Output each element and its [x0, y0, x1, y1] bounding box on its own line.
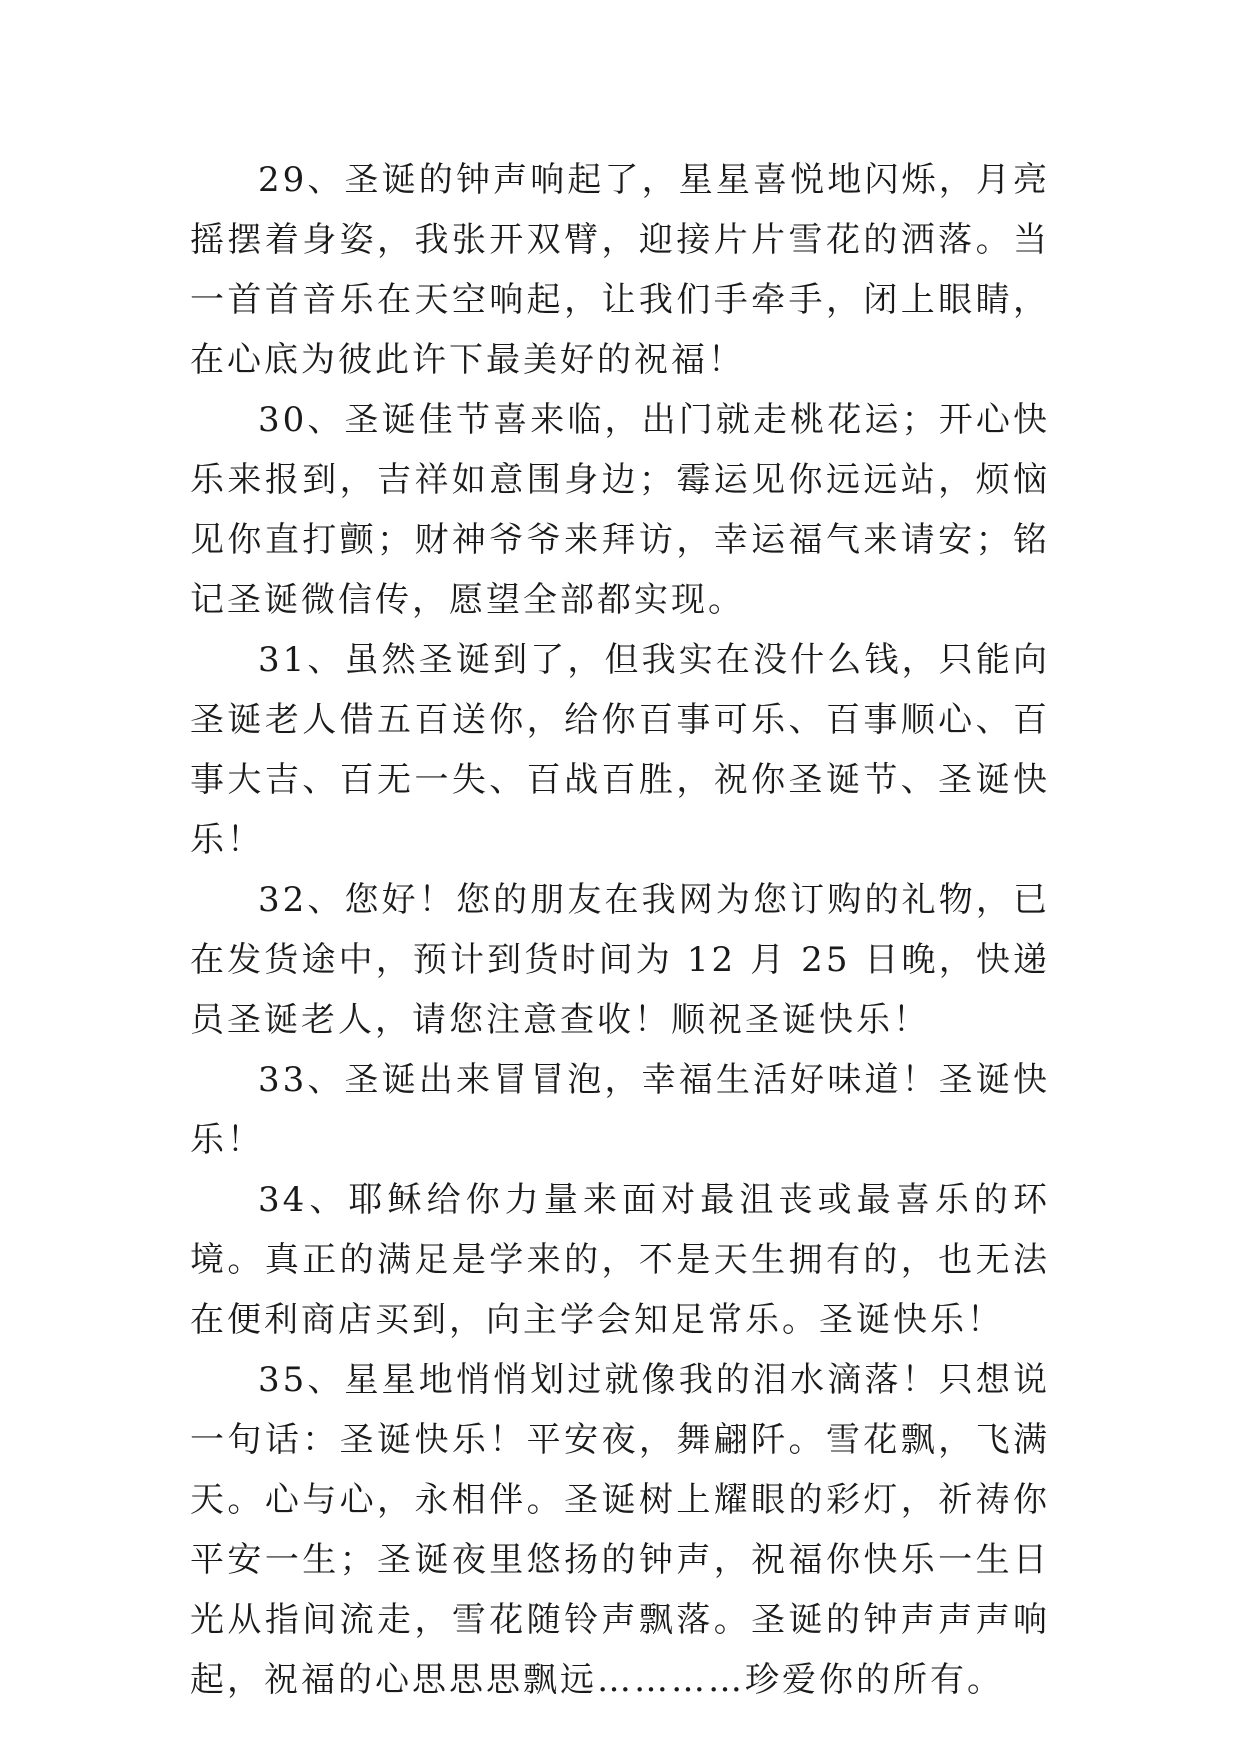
paragraph-34: 34、耶稣给你力量来面对最沮丧或最喜乐的环境。真正的满足是学来的，不是天生拥有的，也无法在便利商店买到，向主学会知足常乐。圣诞快乐！ [190, 1180, 1050, 1340]
document-body [190, 150, 1050, 1710]
paragraph-31: 31、虽然圣诞到了，但我实在没什么钱，只能向圣诞老人借五百送你，给你百事可乐、百事顺心、百事大吉、百无一失、百战百胜，祝你圣诞节、圣诞快乐！ [190, 640, 1050, 860]
paragraph-32: 32、您好！您的朋友在我网为您订购的礼物，已在发货途中，预计到货时间为 12 月 25 日晚，快递员圣诞老人，请您注意查收！顺祝圣诞快乐！ [190, 880, 1050, 1040]
paragraph-33: 33、圣诞出来冒冒泡，幸福生活好味道！圣诞快乐！ [190, 1060, 1050, 1160]
paragraph-35: 35、星星地悄悄划过就像我的泪水滴落！只想说一句话：圣诞快乐！平安夜，舞翩阡。雪花飘，飞满天。心与心，永相伴。圣诞树上耀眼的彩灯，祈祷你平安一生；圣诞夜里悠扬的钟声，祝福你快乐一生日光从指间流走，雪花随铃声飘落。圣诞的钟声声声响起，祝福的心思思思飘远…………珍爱你的所有。 [190, 1360, 1050, 1700]
paragraph-29: 29、圣诞的钟声响起了，星星喜悦地闪烁，月亮摇摆着身姿，我张开双臂，迎接片片雪花的洒落。当一首首音乐在天空响起，让我们手牵手，闭上眼睛，在心底为彼此许下最美好的祝福！ [190, 160, 1050, 380]
paragraph-30: 30、圣诞佳节喜来临，出门就走桃花运；开心快乐来报到，吉祥如意围身边；霉运见你远远站，烦恼见你直打颤；财神爷爷来拜访，幸运福气来请安；铭记圣诞微信传，愿望全部都实现。 [190, 400, 1050, 620]
